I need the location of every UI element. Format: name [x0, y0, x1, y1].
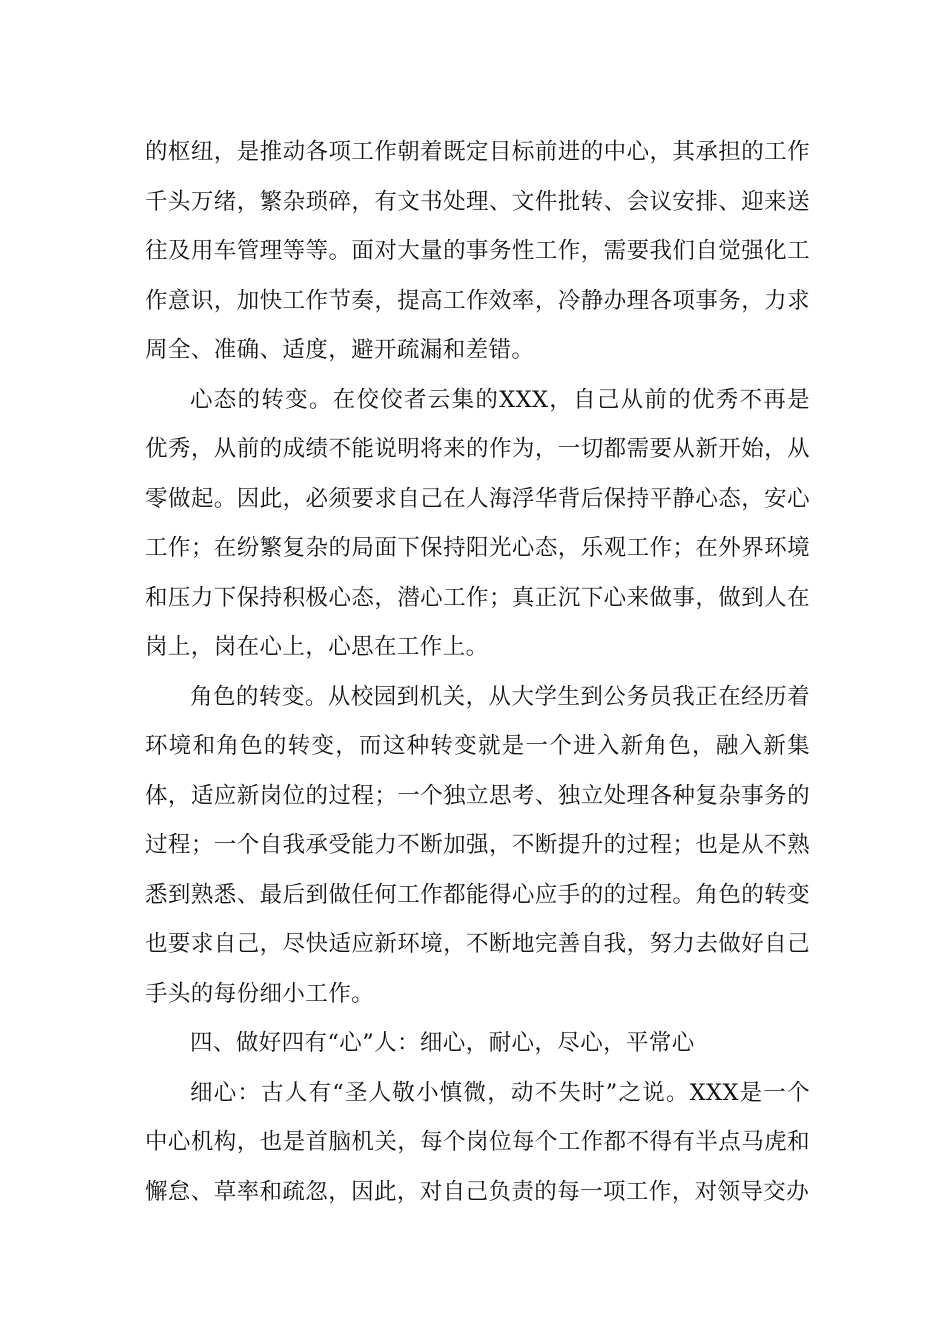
paragraph-role-change: 角色的转变。从校园到机关，从大学生到公务员我正在经历着环境和角色的转变，而这种转变就是一个进入新角色，融入新集体，适应新岗位的过程；一个独立思考、独立处理各种复杂事务的过程；一个自我承受能力不断加强，不断提升的过程；也是从不熟悉到熟悉、最后到做任何工作都能得心应手的的过程。角色的转变也要求自己，尽快适应新环境，不断地完善自我，努力去做好自己手头的每份细小工作。	[145, 683, 810, 1007]
paragraph-mindset-change: 心态的转变。在佼佼者云集的XXX，自己从前的优秀不再是优秀，从前的成绩不能说明将来的作为，一切都需要从新开始，从零做起。因此，必须要求自己在人海浮华背后保持平静心态，安心工作；在纷繁复杂的局面下保持阳光心态，乐观工作；在外界环境和压力下保持积极心态，潜心工作；真正沉下心来做事，做到人在岗上，岗在心上，心思在工作上。	[145, 386, 810, 660]
section-heading-four-hearts: 四、做好四有“心”人：细心，耐心，尽心，平常心	[190, 1030, 695, 1056]
document-body	[145, 128, 810, 1217]
paragraph-continuation: 的枢纽，是推动各项工作朝着既定目标前进的中心，其承担的工作千头万绪，繁杂琐碎，有文书处理、文件批转、会议安排、迎来送往及用车管理等等。面对大量的事务性工作，需要我们自觉强化工作意识，加快工作节奏，提高工作效率，冷静办理各项事务，力求周全、准确、适度，避开疏漏和差错。	[145, 139, 810, 363]
paragraph-carefulness: 细心：古人有“圣人敬小慎微，动不失时”之说。XXX是一个中心机构，也是首脑机关，每个岗位每个工作都不得有半点马虎和懈怠、草率和疏忽，因此，对自己负责的每一项工作，对领导交办	[145, 1079, 810, 1205]
